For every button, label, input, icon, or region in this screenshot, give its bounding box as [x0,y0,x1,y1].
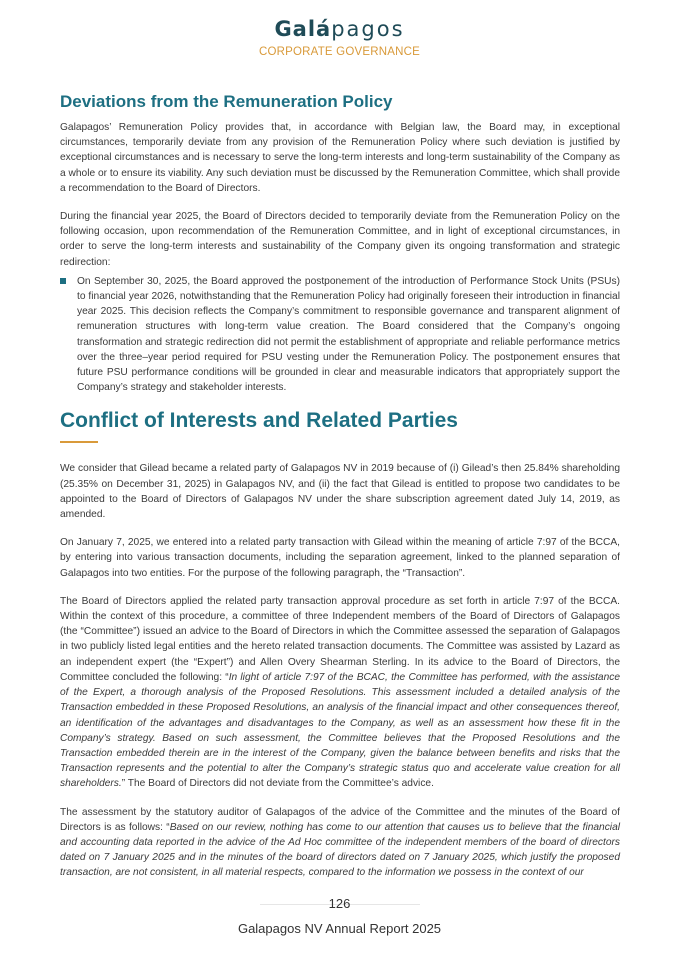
p3-start: The Board of Directors applied the related party transaction approval procedure as set forth in article 7:97 of the BCCA. Within the context of this procedure, a committee of three Independent members of the Board of Directors of Galapagos (the “Committee”) issued an advice to the Board of Directors in which the Committee assessed the separation of Galapagos in two publicly listed legal entities and the hereto related transaction documents. The Committee was assisted by Lazard as an independent expert (the “Expert”) and Allen Overy Shearman Sterling. In its advice to the Board of Directors, the Committee concluded the following: “ [60,595,620,683]
page-footer [0,896,679,936]
conflict-paragraph-1: We consider that Gilead became a related party of Galapagos NV in 2019 because of (i) Gilead’s then 25.84% shareholding (25.35% on December 31, 2025) in Galapagos NV, and (ii) the fact that Gilead is entitled to propose two candidates to be appointed to the Board of Directors of Galapagos NV under the share subscription agreement dated July 14, 2019, as amended. [60,463,620,521]
deviations-heading: Deviations from the Remuneration Policy [60,92,393,111]
page-number: 126 [328,896,351,911]
p3-quote: In light of article 7:97 of the BCAC, the Committee has performed, with the assistance of the Expert, a thorough analysis of the Proposed Resolutions. This assessment included a detailed analysis of the Transaction embedded in these Proposed Resolutions, an analysis of the financial impact and other consequences thereof, an identification of the advantages and disadvantages to the Company, as well as an assessment how these fit in the Company’s strategy. Based on such assessment, the Committee believes that the Proposed Resolutions and the Transaction embedded therein are in the interest of the Company, given the balance between benefits and risks that the Transaction represents and the potential to alter the Company’s strategic status quo and accelerate value creation for all shareholders. [60,671,620,790]
p4-start: The assessment by the statutory auditor of Galapagos of the advice of the Committee and the minutes of the Board of Directors is as follows: “ [60,806,620,833]
deviations-paragraph-2: During the financial year 2025, the Board of Directors decided to temporarily deviate from the Remuneration Policy on the following occasion, upon recommendation of the Remuneration Committee, and in light of exceptional circumstances, in order to serve the long-term interests and sustainability of the Company given its ongoing transformation and strategic redirection: [60,211,620,268]
bullet-text: On September 30, 2025, the Board approved the postponement of the introduction of Performance Stock Units (PSUs) to financial year 2026, notwithstanding that the Remuneration Policy had originally foreseen their introduction in financial year 2025. This decision reflects the Company’s commitment to responsible governance and transparent alignment of remuneration structures with long-term value creation. The Board considered that the Company’s ongoing transformation and strategic redirection did not permit the establishment of appropriate and reliable performance metrics over the three–year period required for PSU vesting under the Remuneration Policy. The postponement ensures that future PSU performance conditions will be grounded in clear and measurable indicators that appropriately support the Company’s strategy and stakeholder interests. [77,275,620,394]
deviations-bullet-list [60,274,620,396]
heading-underline [60,441,98,443]
section-label: CORPORATE GOVERNANCE [259,46,420,58]
report-title: Galapagos NV Annual Report 2025 [237,921,442,936]
list-item [60,274,620,396]
p4-quote: Based on our review, nothing has come to our attention that causes us to believe that the financial and accounting data reported in the advice of the Ad Hoc committee of the independent members of the board of directors dated on 7 January 2025 and in the minutes of the board of directors dated on 7 January 2025, which justify the proposed transaction, are not consistent, in all material respects, compared to the information we possess in the context of our [60,821,620,879]
conflict-paragraph-4 [60,805,620,881]
square-bullet-icon [60,278,66,284]
galapagos-logo [0,16,679,42]
page-content [60,86,620,894]
logo-rest-part: pagos [331,17,405,41]
logo-bold-part: Galá [274,17,332,41]
deviations-paragraph-1: Galapagos’ Remuneration Policy provides that, in accordance with Belgian law, the Board may, in exceptional circumstances, temporarily deviate from any provision of the Remuneration Policy where such deviation is justified by exceptional circumstances and is necessary to serve the long-term interests and long-term sustainability of the Company as a whole or to ensure its viability. Any such deviation must be discussed by the Remuneration Committee, which shall provide a recommendation to the Board of Directors. [60,122,620,194]
conflict-paragraph-2: On January 7, 2025, we entered into a related party transaction with Gilead within the meaning of article 7:97 of the BCCA, by entering into various transaction documents, including the separation agreement, linked to the planned separation of Galapagos into two entities. For the purpose of the following paragraph, the “Transaction”. [60,537,620,579]
page-header [0,16,679,58]
p3-end: ” The Board of Directors did not deviate from the Committee’s advice. [121,778,434,790]
conflict-heading: Conflict of Interests and Related Parties [60,409,458,433]
conflict-paragraph-3 [60,594,620,792]
